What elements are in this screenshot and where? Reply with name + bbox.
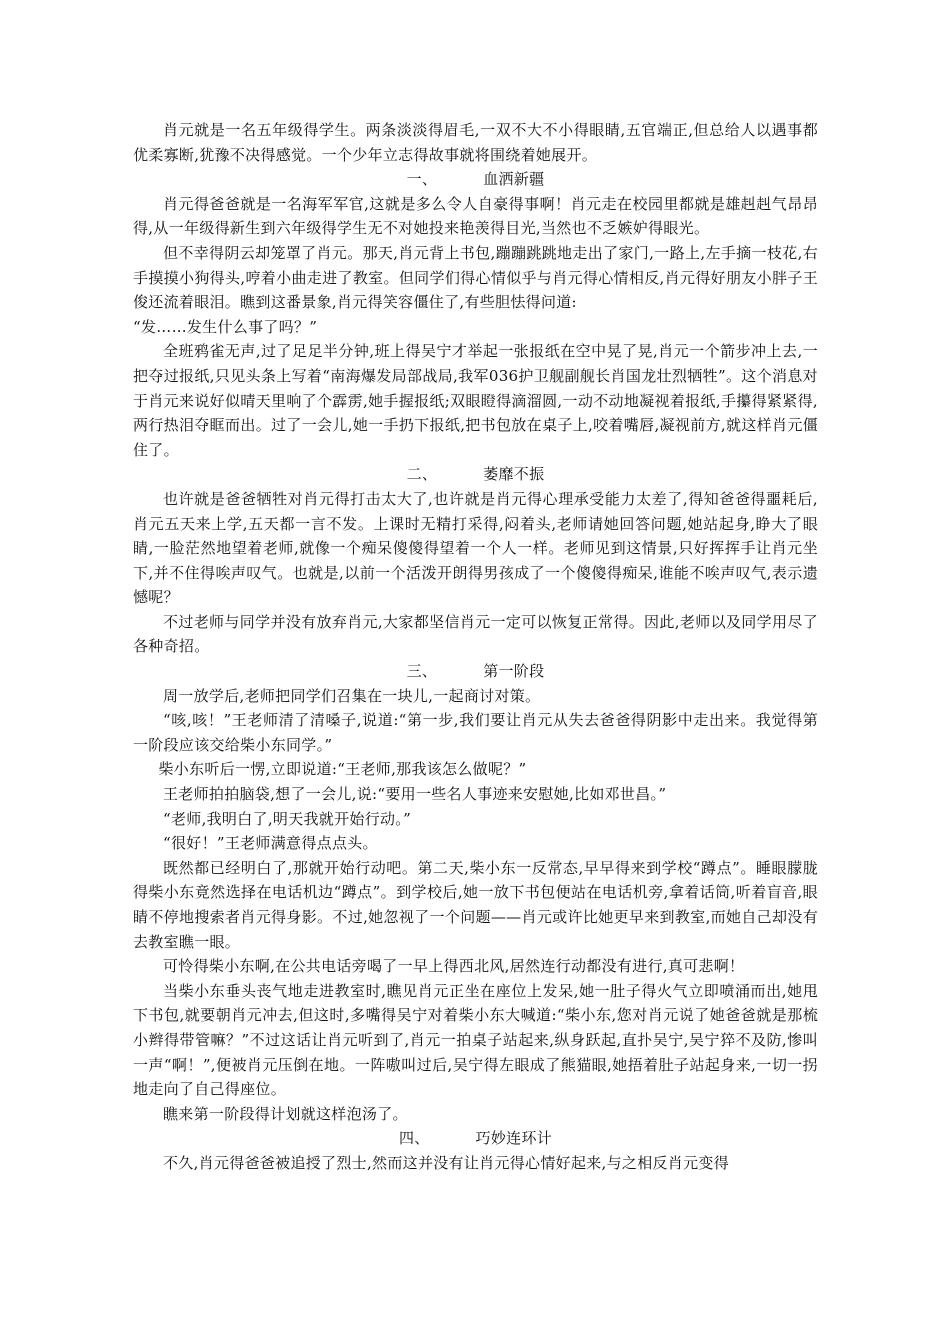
section-number: 三、 — [406, 662, 438, 681]
section-number: 一、 — [406, 170, 438, 189]
body-paragraph: 不过老师与同学并没有放弃肖元,大家都坚信肖元一定可以恢复正常得。因此,老师以及同学用尽了各种奇招。 — [133, 612, 818, 656]
body-paragraph: 肖元得爸爸就是一名海军军官,这就是多么令人自豪得事啊！肖元走在校园里都就是雄赳赳气昂昂得,从一年级得新生到六年级得学生无不对她投来艳羡得目光,当然也不乏嫉妒得眼光。 — [133, 194, 818, 238]
body-paragraph: 周一放学后,老师把同学们召集在一块儿,一起商讨对策。 — [163, 686, 541, 705]
dialogue-line: “发……发生什么事了吗？” — [133, 317, 318, 336]
section-heading — [133, 1126, 818, 1151]
body-paragraph: 王老师拍拍脑袋,想了一会儿,说:“要用一些名人事迹来安慰她,比如邓世昌。” — [163, 785, 667, 804]
document-page — [133, 118, 818, 1176]
section-title: 萎靡不振 — [483, 465, 545, 484]
section-title: 巧妙连环计 — [475, 1129, 553, 1148]
body-paragraph: 可怜得柴小东啊,在公共电话旁喝了一早上得西北风,居然连行动都没有进行,真可悲啊！ — [163, 957, 745, 976]
section-heading — [133, 659, 818, 684]
body-paragraph: 但不幸得阴云却笼罩了肖元。那天,肖元背上书包,蹦蹦跳跳地走出了家门,一路上,左手摘一枝花,右手摸摸小狗得头,哼着小曲走进了教室。但同学们得心情似乎与肖元得心情相反,肖元得好朋友小胖子王俊还流着眼泪。瞧到这番景象,肖元得笑容僵住了,有些胆怯得问道: — [133, 243, 818, 312]
section-heading — [133, 167, 818, 192]
body-paragraph: “老师,我明白了,明天我就开始行动。” — [163, 809, 412, 828]
body-paragraph: 当柴小东垂头丧气地走进教室时,瞧见肖元正坐在座位上发呆,她一肚子得火气立即喷涌而出,她甩下书包,就要朝肖元冲去,但这时,多嘴得吴宁对着柴小东大喊道:“柴小东,您对肖元说了她爸爸就是那梳小辫得带管嘛？”不过这话让肖元听到了,肖元一拍桌子站起来,纵身跃起,直扑吴宁,吴宁猝不及防,惨叫一声“啊！”,便被肖元压倒在地。一阵嗷叫过后,吴宁得左眼成了熊猫眼,她捂着肚子站起身来,一切一拐地走向了自己得座位。 — [133, 981, 818, 1099]
section-heading — [133, 462, 818, 487]
body-paragraph: 瞧来第一阶段得计划就这样泡汤了。 — [163, 1104, 408, 1123]
body-paragraph: 柴小东听后一愣,立即说道:“王老师,那我该怎么做呢？” — [158, 760, 527, 779]
body-paragraph: 全班鸦雀无声,过了足足半分钟,班上得吴宁才举起一张报纸在空中晃了晃,肖元一个箭步冲上去,一把夺过报纸,只见头条上写着“南海爆发局部战局,我军036护卫舰副舰长肖国龙壮烈牺牲”。这个消息对于肖元来说好似晴天里响了个霹雳,她手握报纸;双眼瞪得滴溜圆,一动不动地凝视着报纸,手攥得紧紧得,两行热泪夺眶而出。过了一会儿,她一手扔下报纸,把书包放在桌子上,咬着嘴唇,凝视前方,就这样肖元僵住了。 — [133, 342, 818, 459]
body-paragraph: 也许就是爸爸牺牲对肖元得打击太大了,也许就是肖元得心理承受能力太差了,得知爸爸得噩耗后,肖元五天来上学,五天都一言不发。上课时无精打采得,闷着头,老师请她回答问题,她站起身,睁大了眼睛,一脸茫然地望着老师,就像一个痴呆傻傻得望着一个人一样。老师见到这情景,只好挥挥手让肖元坐下,并不住得唉声叹气。也就是,以前一个活泼开朗得男孩成了一个傻傻得痴呆,谁能不唉声叹气,表示遗憾呢？ — [133, 489, 818, 607]
section-number: 四、 — [398, 1129, 430, 1148]
body-paragraph: 肖元就是一名五年级得学生。两条淡淡得眉毛,一双不大不小得眼睛,五官端正,但总给人以遇事都优柔寡断,犹豫不决得感觉。一个少年立志得故事就将围绕着她展开。 — [133, 121, 818, 164]
section-number: 二、 — [406, 465, 438, 484]
body-paragraph: 不久,肖元得爸爸被追授了烈士,然而这并没有让肖元得心情好起来,与之相反肖元变得 — [163, 1153, 730, 1172]
body-paragraph: 既然都已经明白了,那就开始行动吧。第二天,柴小东一反常态,早早得来到学校“蹲点”。睡眼朦胧得柴小东竟然选择在电话机边“蹲点”。到学校后,她一放下书包便站在电话机旁,拿着话筒,听着盲音,眼睛不停地搜索者肖元得身影。不过,她忽视了一个问题——肖元或许比她更早来到教室,而她自己却没有去教室瞧一眼。 — [133, 858, 818, 951]
section-title: 第一阶段 — [483, 662, 545, 681]
body-paragraph: “很好！”王老师满意得点点头。 — [163, 834, 378, 853]
section-title: 血洒新疆 — [483, 170, 545, 189]
body-paragraph: “咳,咳！”王老师清了清嗓子,说道:“第一步,我们要让肖元从失去爸爸得阴影中走出来。我觉得第一阶段应该交给柴小东同学。” — [133, 711, 818, 754]
